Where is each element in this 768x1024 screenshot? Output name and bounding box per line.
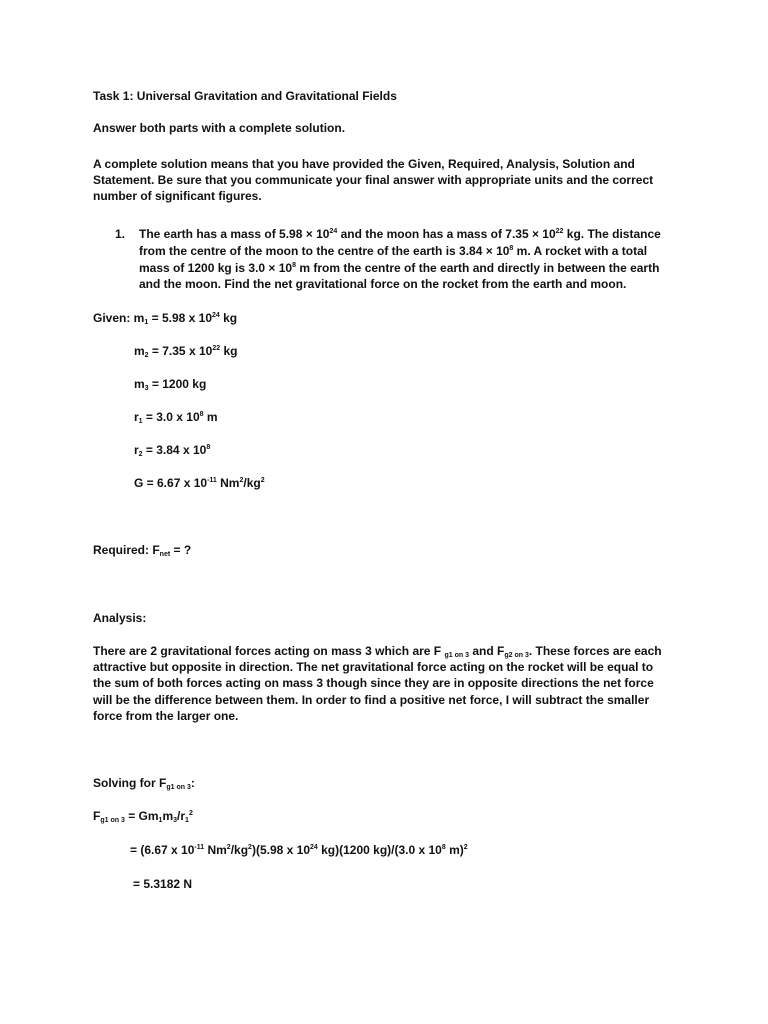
analysis-l1-b: and F xyxy=(468,644,505,658)
analysis-l1-a: There are 2 gravitational forces acting on mass 3 which are F xyxy=(93,644,445,658)
instruction-span: Answer both parts with a complete solution. xyxy=(93,121,346,135)
given-m2-unit: kg xyxy=(220,344,238,358)
given-m3-rest: = 1200 kg xyxy=(148,377,207,391)
problem-l4: and the moon. Find the net gravitational force on the rocket from the earth and moon. xyxy=(139,277,627,291)
problem-l1-a: The earth has a mass of 5.98 × 10 xyxy=(139,227,330,241)
given-m1-mid: = 5.98 x 10 xyxy=(148,311,212,325)
solving-eq1-c: /r xyxy=(177,809,186,823)
solving-eq1-s3: 1 xyxy=(185,817,189,824)
solving-label-sub: g1 on 3 xyxy=(166,784,191,791)
given-m2-pre: m xyxy=(134,344,145,358)
analysis-l1-sub1: g1 on 3 xyxy=(444,652,469,659)
analysis-l4: will be the difference between them. In order to find a positive net force, I will subtract the smaller xyxy=(93,693,650,707)
problem-l1-exp1: 24 xyxy=(329,228,338,235)
given-r2-mid: = 3.84 x 10 xyxy=(142,443,207,457)
given-r1-unit: m xyxy=(203,410,218,424)
given-m1 xyxy=(93,310,237,326)
solving-eq2-e1: -11 xyxy=(194,844,205,851)
solving-eq2-d: )(5.98 x 10 xyxy=(251,843,310,857)
definition-line-1-text: A complete solution means that you have provided the Given, Required, Analysis, Solution and xyxy=(93,157,635,171)
solving-eq2-f: kg)(1200 kg)/(3.0 x 10 xyxy=(317,843,442,857)
solving-eq2-c: /kg xyxy=(230,843,249,857)
given-m2-mid: = 7.35 x 10 xyxy=(148,344,213,358)
given-r2-exp: 8 xyxy=(206,444,211,451)
solving-eq1-sub: g1 on 3 xyxy=(100,817,125,824)
problem-number xyxy=(115,226,125,242)
analysis-line-3 xyxy=(93,675,654,691)
definition-line-3-text: number of significant figures. xyxy=(93,189,262,203)
given-r1-exp: 8 xyxy=(199,411,204,418)
given-m1-unit: kg xyxy=(219,311,238,325)
given-r1-sub: 1 xyxy=(138,418,143,425)
analysis-l3: the sum of both forces acting on mass 3 though since they are in opposite directions the net force xyxy=(93,676,654,690)
given-g-pre: G = 6.67 x 10 xyxy=(134,476,208,490)
problem-line-1 xyxy=(139,226,661,242)
given-m2-exp: 22 xyxy=(212,345,221,352)
problem-l2-a: from the centre of the moon to the centre of the earth is 3.84 × 10 xyxy=(139,244,510,258)
given-m3-sub: 3 xyxy=(144,385,149,392)
analysis-line-1 xyxy=(93,643,662,659)
given-g xyxy=(134,475,265,491)
solving-eq2-a: = (6.67 x 10 xyxy=(130,843,195,857)
definition-line-2 xyxy=(93,172,653,188)
solving-eq2-e3: 2 xyxy=(248,844,252,851)
given-label: Given: xyxy=(93,311,131,325)
required-sub: net xyxy=(159,551,171,558)
given-r1-mid: = 3.0 x 10 xyxy=(142,410,200,424)
solving-eq1-a: = Gm xyxy=(124,809,159,823)
definition-line-1 xyxy=(93,156,635,172)
given-m3-pre: m xyxy=(134,377,145,391)
required-line xyxy=(93,542,191,558)
definition-line-2-text: Statement. Be sure that you communicate your final answer with appropriate units and the correct xyxy=(93,173,654,187)
analysis-line-4 xyxy=(93,692,649,708)
solving-eq2-b: Nm xyxy=(204,843,227,857)
given-g-mid: Nm xyxy=(216,476,240,490)
solving-eq-2 xyxy=(130,842,468,858)
given-g-exp: -11 xyxy=(207,477,217,484)
given-r1 xyxy=(134,409,218,425)
analysis-l1-c: . These forces are each xyxy=(528,644,662,658)
analysis-l5: force from the larger one. xyxy=(93,709,239,723)
problem-l2-b: m. A rocket with a total xyxy=(513,244,648,258)
solving-eq3: = 5.3182 N xyxy=(133,877,193,891)
given-r2-pre: r xyxy=(134,443,139,457)
given-r1-pre: r xyxy=(134,410,139,424)
solving-eq2-e4: 24 xyxy=(310,844,318,851)
given-r2-sub: 2 xyxy=(138,451,143,458)
analysis-label-text: Analysis: xyxy=(93,611,147,625)
solving-eq1-s2: 3 xyxy=(173,817,178,824)
solving-label-post: : xyxy=(190,776,195,790)
solving-eq-3 xyxy=(133,876,192,892)
solving-eq1-pre: F xyxy=(93,809,101,823)
solving-eq2-g: m) xyxy=(445,843,464,857)
given-g-exp2: 2 xyxy=(239,477,244,484)
problem-l1-exp2: 22 xyxy=(555,228,564,235)
problem-l3-exp: 8 xyxy=(292,262,297,269)
definition-line-3 xyxy=(93,188,262,204)
problem-l1-c: kg. The distance xyxy=(563,227,661,241)
given-g-mid2: /kg xyxy=(243,476,261,490)
analysis-l1-sub2: g2 on 3 xyxy=(504,652,529,659)
problem-line-3 xyxy=(139,260,659,276)
given-r2 xyxy=(134,442,210,458)
solving-eq2-e6: 2 xyxy=(463,844,468,851)
analysis-line-5 xyxy=(93,708,238,724)
required-pre: Required: F xyxy=(93,543,160,557)
given-g-exp3: 2 xyxy=(260,477,265,484)
solving-eq1-e: 2 xyxy=(188,810,193,817)
solving-label xyxy=(93,775,195,791)
problem-number-text: 1. xyxy=(115,227,126,241)
given-m1-pre: m xyxy=(130,311,145,325)
analysis-line-2 xyxy=(93,659,653,675)
problem-l2-exp: 8 xyxy=(509,245,514,252)
solving-label-pre: Solving for F xyxy=(93,776,167,790)
required-post: = ? xyxy=(170,543,192,557)
solving-eq1-s1: 1 xyxy=(158,817,163,824)
task-title-text: Task 1: Universal Gravitation and Gravitational Fields xyxy=(93,89,397,103)
analysis-l2: attractive but opposite in direction. The net gravitational force acting on the rocket will be equal to xyxy=(93,660,654,674)
problem-l3-a: mass of 1200 kg is 3.0 × 10 xyxy=(139,261,293,275)
analysis-label xyxy=(93,610,146,626)
instruction-text xyxy=(93,120,345,136)
problem-line-2 xyxy=(139,243,647,259)
given-m3 xyxy=(134,376,206,392)
problem-l1-b: and the moon has a mass of 7.35 × 10 xyxy=(337,227,556,241)
solving-eq1-b: m xyxy=(162,809,174,823)
problem-line-4 xyxy=(139,276,626,292)
given-m1-exp: 24 xyxy=(212,312,220,319)
given-m2 xyxy=(134,343,237,359)
given-m1-sub: 1 xyxy=(144,319,149,326)
problem-l3-b: m from the centre of the earth and directly in between the earth xyxy=(296,261,660,275)
solving-eq2-e2: 2 xyxy=(226,844,231,851)
solving-eq-1 xyxy=(93,808,193,824)
solving-eq2-e5: 8 xyxy=(441,844,446,851)
given-m2-sub: 2 xyxy=(144,352,149,359)
task-title xyxy=(93,88,397,104)
